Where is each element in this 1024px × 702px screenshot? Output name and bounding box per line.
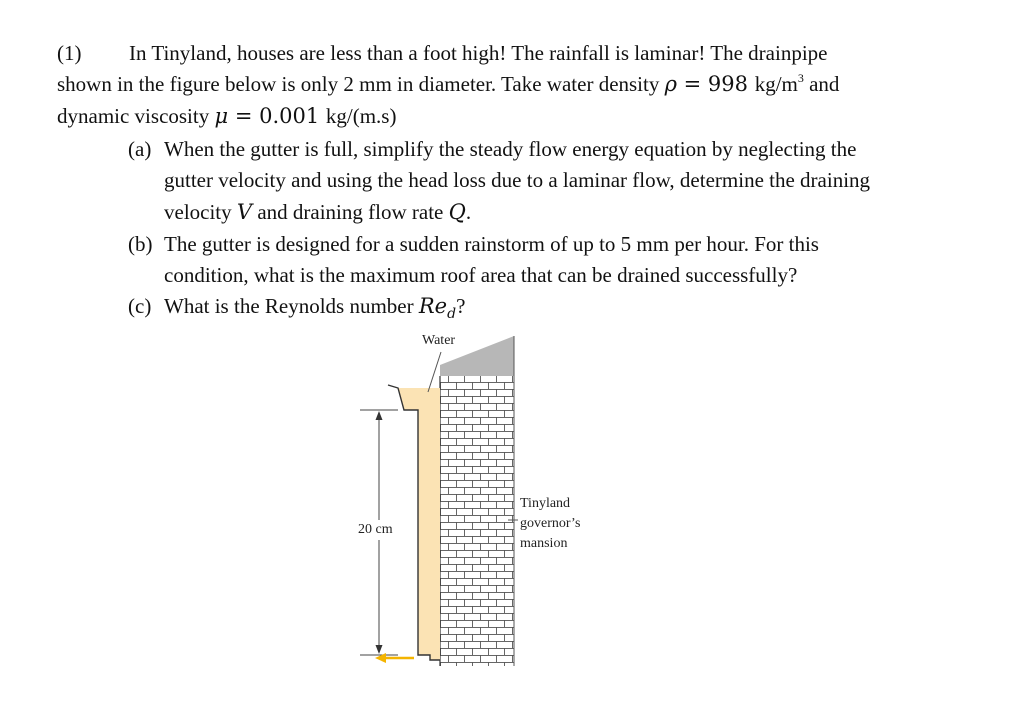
reynolds-symbol: Re [418, 294, 448, 318]
figure [340, 325, 620, 675]
part-c-line-1: (c) What is the Reynolds number $Re_d$? [128, 294, 466, 322]
part-b-line-1: (b) The gutter is designed for a sudden rainstorm of up to 5 mm per hour. For this [128, 232, 819, 256]
part-a-line-2: gutter velocity and using the head loss due to a laminar flow, determine the draining [164, 168, 871, 192]
mansion-label-line-3: mansion [520, 536, 568, 551]
part-a-line-1: (a) When the gutter is full, simplify the steady flow energy equation by neglecting the [128, 137, 857, 161]
mansion-label-line-1: Tinyland [520, 496, 571, 511]
part-c-label: (c) [128, 294, 152, 318]
height-label: 20 cm [358, 522, 393, 537]
part-b-label: (b) [128, 232, 153, 256]
problem-intro-line-1: In Tinyland, houses are less than a foot high! The rainfall is laminar! The drainpipe [129, 41, 828, 65]
problem-line-2: shown in the figure below is only 2 mm in diameter. Take water density ρ = 998 $kg/m^3$ and [57, 71, 840, 96]
flowrate-symbol: Q [448, 200, 466, 224]
mansion-label-line-2: governor’s [520, 516, 581, 531]
water-leader [428, 352, 441, 392]
part-a-label: (a) [128, 137, 152, 161]
part-b-line-2: condition, what is the maximum roof area that can be drained successfully? [164, 263, 798, 287]
problem-line-3: dynamic viscosity μ = 0.001 kg/(m.s) [57, 104, 397, 128]
velocity-symbol: V [236, 200, 253, 224]
part-a-line-3: velocity V and draining flow rate Q. [164, 200, 472, 224]
problem-number: (1) [57, 41, 82, 65]
mu-symbol: μ [214, 104, 229, 128]
drainpipe-diagram [340, 325, 620, 675]
problem-line-1 [57, 40, 828, 66]
water-label: Water [422, 333, 456, 348]
rho-symbol: ρ [664, 72, 677, 96]
water-column [398, 388, 440, 660]
brick-wall [440, 376, 514, 666]
